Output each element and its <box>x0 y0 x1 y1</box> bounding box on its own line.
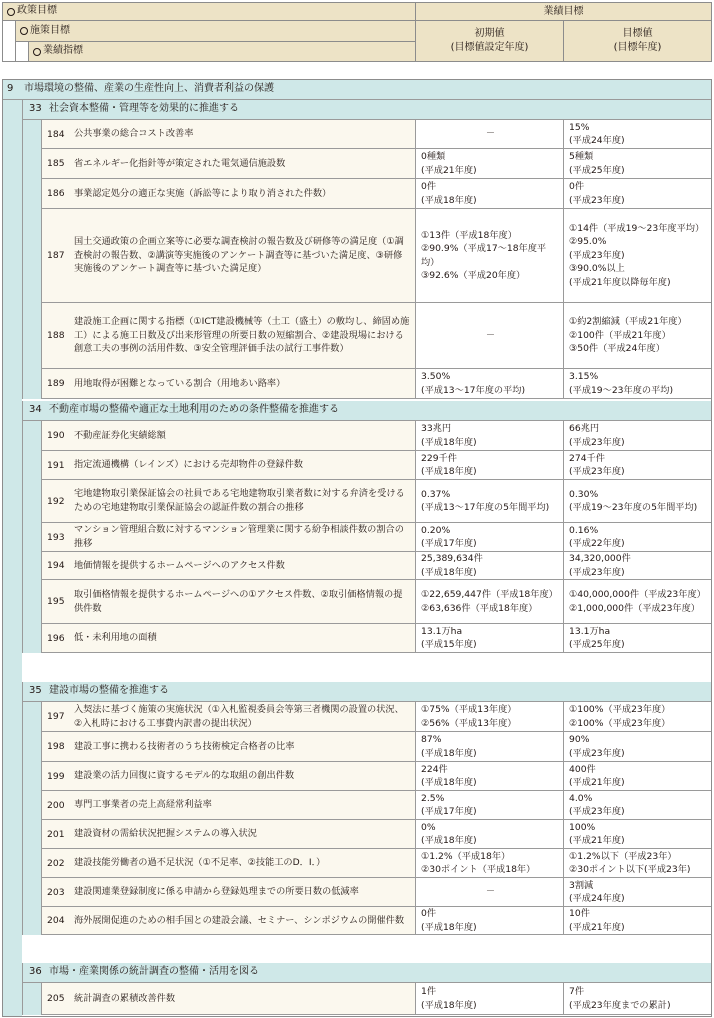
description-cell <box>42 480 415 522</box>
section-indent-bar <box>22 702 42 935</box>
table-row <box>42 120 711 149</box>
column-divider <box>415 451 416 479</box>
initial-value: 1件 (平成18年度) <box>421 986 477 1011</box>
circle-icon <box>33 48 41 56</box>
initial-value: ①13件（平成18年度） ②90.9%（平成17～18年度平均） ③92.6%（平成20年度） <box>421 229 547 281</box>
initial-value-sublabel: (目標値設定年度) <box>450 42 529 53</box>
target-value: 3割減 (平成24年度) <box>569 879 625 904</box>
indicator-header <box>28 41 416 62</box>
indicator-description: 建設施工企画に関する指標（①ICT建設機械等（土工（盛土）の敷均し、締固め施工）による施工日数及び出来形管理の所要日数の短縮割合、②建設現場における創意工夫の事例の活用件数、③安全管理評価手法の試行工事件数） <box>74 315 410 355</box>
description-cell <box>42 552 415 579</box>
description-cell <box>42 762 415 790</box>
indicator-description: 宅地建物取引業保証協会の社員である宅地建物取引業者数に対する弁済を受けるための宅地建物取引業保証協会の認証件数の割合の推移 <box>74 488 405 513</box>
indicator-description: 公共事業の総合コスト改善率 <box>74 128 194 140</box>
indicator-number: 194 <box>47 560 65 571</box>
table-row <box>42 820 711 849</box>
target-value: 90% (平成23年度) <box>569 734 625 759</box>
target-value: 400件 (平成21年度) <box>569 763 625 788</box>
indicator-description: 不動産証券化実績総額 <box>74 429 166 441</box>
indicator-number: 203 <box>47 886 65 898</box>
column-divider <box>415 303 416 368</box>
target-value: ①40,000,000件（平成23年度） ②1,000,000件（平成23年度） <box>569 589 706 614</box>
initial-value: 0.20% (平成17年度) <box>421 524 477 549</box>
table-row <box>42 179 711 209</box>
column-divider <box>415 702 416 731</box>
section-header <box>22 100 711 120</box>
description-cell <box>42 820 415 848</box>
column-divider <box>415 149 416 178</box>
performance-goal-label: 業績目標 <box>543 5 584 17</box>
policy-title: 市場環境の整備、産業の生産性向上、消費者利益の保護 <box>24 83 274 95</box>
column-divider <box>563 580 564 623</box>
column-divider <box>563 451 564 479</box>
table-row <box>42 580 711 624</box>
description-cell <box>42 421 415 450</box>
table-row <box>42 149 711 179</box>
measure-goal-header <box>15 20 416 42</box>
table-row <box>42 369 711 399</box>
circle-icon <box>20 27 28 35</box>
indicator-number: 188 <box>47 330 65 341</box>
table-row <box>42 552 711 580</box>
column-divider <box>563 732 564 761</box>
table-row <box>42 421 711 451</box>
indicator-description: 地価情報を提供するホームページへのアクセス件数 <box>74 559 285 571</box>
section-indent-bar <box>22 983 42 1015</box>
policy-number: 9 <box>7 83 14 95</box>
indicator-number: 186 <box>47 188 65 199</box>
column-divider <box>563 983 564 1014</box>
column-divider <box>415 179 416 208</box>
policy-goal-label: 政策目標 <box>17 5 57 17</box>
description-cell <box>42 451 415 479</box>
section-indent-bar <box>22 421 42 653</box>
initial-value: － <box>485 886 496 898</box>
target-value: ①約2割縮減（平成21年度） ②100件（平成21年度） ③50件（平成24年度） <box>569 316 687 355</box>
target-value: ①1.2%以下（平成23年） ②30ポイント以下(平成23年) <box>569 850 691 875</box>
indicator-description: マンション管理組合数に対するマンション管理業に関する紛争相談件数の割合の推移 <box>74 524 404 549</box>
section-number: 35 <box>29 685 42 697</box>
column-divider <box>563 624 564 652</box>
description-cell <box>42 369 415 398</box>
indicator-description: 統計調査の累積改善件数 <box>74 992 176 1004</box>
indicator-number: 198 <box>47 741 65 752</box>
column-divider <box>563 209 564 302</box>
section-header <box>22 401 711 421</box>
initial-value: 87% (平成18年度) <box>421 734 477 759</box>
indicator-number: 193 <box>47 531 65 543</box>
target-value: 274千件 (平成23年度) <box>569 452 625 477</box>
initial-value: ①1.2%（平成18年） ②30ポイント（平成18年） <box>421 850 536 875</box>
header-indent-2 <box>15 41 29 62</box>
column-divider <box>563 762 564 790</box>
column-divider <box>563 849 564 877</box>
initial-value: 229千件 (平成18年度) <box>421 452 477 477</box>
target-value-header <box>563 20 712 62</box>
description-cell <box>42 983 415 1014</box>
indicator-number: 200 <box>47 799 65 811</box>
target-value: 13.1万ha (平成25年度) <box>569 625 625 650</box>
target-value: ①100%（平成23年度） ②100%（平成23年度） <box>569 704 671 729</box>
table-row <box>42 762 711 791</box>
column-divider <box>563 179 564 208</box>
indicator-number: 192 <box>47 495 65 507</box>
column-divider <box>415 369 416 398</box>
column-divider <box>415 120 416 148</box>
initial-value-label: 初期値 <box>474 28 505 39</box>
column-divider <box>563 480 564 522</box>
column-divider <box>415 907 416 934</box>
initial-value: ①22,659,447件（平成18年度） ②63,636件（平成18年度） <box>421 589 558 614</box>
table-row <box>42 983 711 1015</box>
target-value: 3.15% (平成19～23年度の平均) <box>569 371 674 396</box>
target-value: 10件 (平成21年度) <box>569 908 625 933</box>
indicator-number: 205 <box>47 993 65 1004</box>
policy-indent-bar <box>3 80 22 1016</box>
target-value-label: 目標値 <box>622 28 653 39</box>
column-divider <box>563 303 564 368</box>
initial-value: 0% (平成18年度) <box>421 821 477 846</box>
header-indent-1 <box>2 20 16 62</box>
column-divider <box>563 878 564 906</box>
target-value: 100% (平成21年度) <box>569 821 625 846</box>
indicator-description: 建設業の活力回復に資するモデル的な取組の創出件数 <box>74 770 295 782</box>
indicator-description: 用地取得が困難となっている割合（用地あい路率） <box>74 377 286 389</box>
target-value: 5種類 (平成25年度) <box>569 151 625 176</box>
column-divider <box>415 580 416 623</box>
column-divider <box>563 523 564 551</box>
table-row <box>42 451 711 480</box>
circle-icon <box>7 8 15 16</box>
policy-goal-header <box>2 2 416 21</box>
target-value: 0.30% (平成19～23年度の5年間平均) <box>569 488 698 513</box>
indicator-number: 184 <box>47 128 65 140</box>
table-row <box>42 702 711 732</box>
table-row <box>42 209 711 303</box>
initial-value: － <box>485 329 496 341</box>
indicator-number: 195 <box>47 596 65 607</box>
column-divider <box>563 149 564 178</box>
description-cell <box>42 791 415 819</box>
initial-value-header <box>415 20 564 62</box>
section-header <box>22 963 711 983</box>
performance-goal-header <box>415 2 712 21</box>
initial-value: 13.1万ha (平成15年度) <box>421 625 477 650</box>
column-divider <box>415 552 416 579</box>
initial-value: 25,389,634件 (平成18年度) <box>421 553 483 578</box>
initial-value: 2.5% (平成17年度) <box>421 792 477 817</box>
initial-value: 0件 (平成18年度) <box>421 908 477 933</box>
indicator-description: 海外展開促進のための相手国との建設会議、セミナー、シンポジウムの開催件数 <box>74 914 405 926</box>
column-divider <box>563 820 564 848</box>
indicator-description: 建設資材の需給状況把握システムの導入状況 <box>74 828 257 840</box>
indicator-label: 業績指標 <box>43 45 83 57</box>
target-value: 15% (平成24年度) <box>569 121 625 146</box>
target-value: 34,320,000件 (平成23年度) <box>569 553 631 578</box>
column-divider <box>415 849 416 877</box>
column-divider <box>415 983 416 1014</box>
table-row <box>42 624 711 653</box>
description-cell <box>42 907 415 934</box>
initial-value: 224件 (平成18年度) <box>421 763 477 788</box>
description-cell <box>42 179 415 208</box>
target-value: ①14件（平成19～23年度平均） ②95.0% (平成23年度) ③90.0%以上 (平成21年度以降毎年度) <box>569 223 705 288</box>
indicator-number: 204 <box>47 915 65 926</box>
column-divider <box>563 120 564 148</box>
table-row <box>42 907 711 935</box>
initial-value: 0.37% (平成13～17年度の5年間平均) <box>421 488 550 513</box>
target-value-sublabel: (目標年度) <box>613 42 662 53</box>
indicator-description: 低・未利用地の面積 <box>74 632 157 644</box>
table-row <box>42 878 711 907</box>
section-title: 市場・産業関係の統計調査の整備・活用を図る <box>49 966 259 978</box>
policy-row <box>3 80 711 100</box>
target-value: 7件 (平成23年度までの累計) <box>569 986 671 1011</box>
column-divider <box>415 791 416 819</box>
section-number: 34 <box>29 404 42 416</box>
indicator-description: 専門工事業者の売上高経常利益率 <box>74 799 212 811</box>
indicator-number: 201 <box>47 828 65 840</box>
description-cell <box>42 120 415 148</box>
column-divider <box>563 369 564 398</box>
table-row <box>42 523 711 552</box>
column-divider <box>563 421 564 450</box>
indicator-description: 取引価格情報を提供するホームページへの①アクセス件数、②取引価格情報の提供件数 <box>74 588 403 614</box>
description-cell <box>42 702 415 731</box>
section-title: 建設市場の整備を推進する <box>49 685 169 697</box>
description-cell <box>42 624 415 652</box>
column-divider <box>563 907 564 934</box>
target-value: 66兆円 (平成23年度) <box>569 423 625 448</box>
description-cell <box>42 732 415 761</box>
section-number: 33 <box>29 103 42 115</box>
section-title: 社会資本整備・管理等を効果的に推進する <box>49 103 239 115</box>
indicator-number: 199 <box>47 770 65 782</box>
column-divider <box>415 523 416 551</box>
column-divider <box>563 702 564 731</box>
section-header <box>22 682 711 702</box>
initial-value: － <box>485 128 496 140</box>
indicator-description: 入契法に基づく施策の実施状況（①入札監視委員会等第三者機関の設置の状況、②入札時における工事費内訳書の提出状況） <box>74 703 404 729</box>
initial-value: 0種類 (平成21年度) <box>421 151 477 176</box>
column-divider <box>415 421 416 450</box>
description-cell <box>42 878 415 906</box>
initial-value: 3.50% (平成13～17年度の平均) <box>421 371 526 396</box>
column-divider <box>415 820 416 848</box>
indicator-number: 187 <box>47 250 65 261</box>
indicator-number: 196 <box>47 632 65 644</box>
indicator-number: 202 <box>47 857 65 869</box>
column-divider <box>563 552 564 579</box>
initial-value: ①75%（平成13年度） ②56%（平成13年度） <box>421 704 517 729</box>
target-value: 0件 (平成23年度) <box>569 181 625 206</box>
table-row <box>42 732 711 762</box>
indicator-description: 建設工事に携わる技術者のうち技術検定合格者の比率 <box>74 740 295 752</box>
table-row <box>42 849 711 878</box>
column-divider <box>415 732 416 761</box>
description-cell <box>42 523 415 551</box>
indicator-number: 185 <box>47 158 65 169</box>
indicator-number: 189 <box>47 378 65 389</box>
column-divider <box>415 878 416 906</box>
initial-value: 33兆円 (平成18年度) <box>421 423 477 448</box>
indicator-description: 省エネルギー化指針等が策定された電気通信施設数 <box>74 157 286 169</box>
indicator-description: 建設技能労働者の過不足状況（①不足率、②技能工のD．I．） <box>74 857 326 869</box>
table-row <box>42 791 711 820</box>
initial-value: 0件 (平成18年度) <box>421 181 477 206</box>
measure-goal-label: 施策目標 <box>30 24 70 36</box>
indicator-description: 指定流通機構（レインズ）における売却物件の登録件数 <box>74 459 303 471</box>
description-cell <box>42 303 415 368</box>
indicator-description: 事業認定処分の適正な実施（訴訟等により取り消された件数） <box>74 187 332 199</box>
section-number: 36 <box>29 966 42 978</box>
target-value: 4.0% (平成23年度) <box>569 792 625 817</box>
indicator-description: 国土交通政策の企画立案等に必要な調査検討の報告数及び研修等の満足度（①調査検討の報告数、②講演等実施後のアンケート調査等に基づいた満足度、③研修実施後のアンケート調査等に基づいた満足度） <box>74 235 404 275</box>
indicator-description: 建設関連業登録制度に係る申請から登録処理までの所要日数の低減率 <box>74 886 359 898</box>
column-divider <box>415 762 416 790</box>
table-row <box>42 480 711 523</box>
indicator-number: 191 <box>47 459 65 471</box>
indicator-number: 190 <box>47 430 65 441</box>
indicator-number: 197 <box>47 711 65 722</box>
description-cell <box>42 149 415 178</box>
section-title: 不動産市場の整備や適正な土地利用のための条件整備を推進する <box>49 404 339 416</box>
column-divider <box>563 791 564 819</box>
column-divider <box>415 624 416 652</box>
section-indent-bar <box>22 120 42 399</box>
target-value: 0.16% (平成22年度) <box>569 524 625 549</box>
description-cell <box>42 209 415 302</box>
column-divider <box>415 209 416 302</box>
table-row <box>42 303 711 369</box>
description-cell <box>42 849 415 877</box>
description-cell <box>42 580 415 623</box>
column-divider <box>415 480 416 522</box>
